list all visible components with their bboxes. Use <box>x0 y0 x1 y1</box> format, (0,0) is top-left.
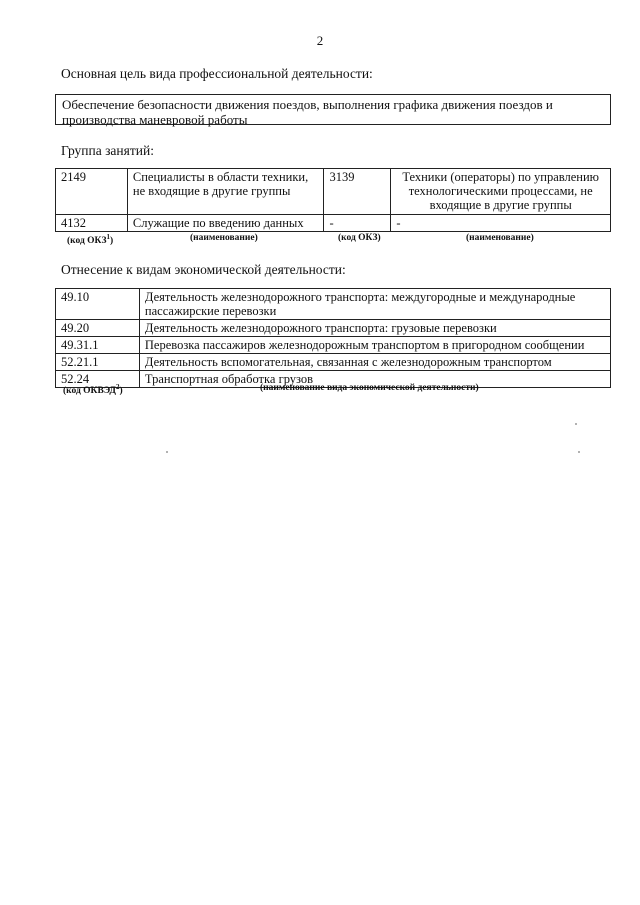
okz-name-caption-2: (наименование) <box>466 233 534 243</box>
okz-name-cell: - <box>391 215 611 232</box>
okved-name-caption: (наименование вида экономической деятельности) <box>260 383 479 393</box>
table-row <box>56 320 611 337</box>
okz-code-cell: 3139 <box>324 169 391 215</box>
table-row <box>56 215 611 232</box>
table-row <box>56 169 611 215</box>
scan-speck <box>575 423 577 425</box>
okz-code-cell: 4132 <box>56 215 128 232</box>
okz-name-cell: Техники (операторы) по управлению технологическими процессами, не входящие в другие группы <box>391 169 611 215</box>
okz-code-caption: (код ОКЗ$^1$) <box>67 233 114 247</box>
okz-name-cell: Служащие по введению данных <box>127 215 324 232</box>
table-row <box>56 289 611 320</box>
okved-code-cell: 52.24 <box>56 371 140 388</box>
okved-name-cell: Перевозка пассажиров железнодорожным транспортом в пригородном сообщении <box>139 337 610 354</box>
okz-name-caption: (наименование) <box>190 233 258 243</box>
okz-name-cell: Специалисты в области техники, не входящие в другие группы <box>127 169 324 215</box>
okved-code-cell: 49.10 <box>56 289 140 320</box>
goal-heading: Основная цель вида профессиональной деятельности: <box>61 66 373 81</box>
table-row <box>56 337 611 354</box>
goal-text: Обеспечение безопасности движения поездов, выполнения графика движения поездов и производства маневровой работы <box>62 97 553 127</box>
okved-name-cell: Транспортная обработка грузов <box>139 371 610 388</box>
okved-name-cell: Деятельность вспомогательная, связанная с железнодорожным транспортом <box>139 354 610 371</box>
okz-code-caption-2: (код ОКЗ) <box>338 233 381 243</box>
okz-code-cell: - <box>324 215 391 232</box>
okz-code-cell: 2149 <box>56 169 128 215</box>
okved-name-cell: Деятельность железнодорожного транспорта: грузовые перевозки <box>139 320 610 337</box>
activities-table <box>55 288 611 388</box>
scan-speck <box>166 451 168 453</box>
occupations-table <box>55 168 611 232</box>
goal-box <box>55 94 611 125</box>
okved-code-cell: 49.31.1 <box>56 337 140 354</box>
occupations-heading: Группа занятий: <box>61 143 154 158</box>
table-row <box>56 354 611 371</box>
page-number: 2 <box>316 33 324 48</box>
okved-code-caption: (код ОКВЭД$^2$) <box>63 383 123 397</box>
okved-name-cell: Деятельность железнодорожного транспорта: междугородные и международные пассажирские перевозки <box>139 289 610 320</box>
activities-heading: Отнесение к видам экономической деятельности: <box>61 262 346 277</box>
scan-speck <box>578 451 580 453</box>
okved-code-cell: 52.21.1 <box>56 354 140 371</box>
okved-code-cell: 49.20 <box>56 320 140 337</box>
